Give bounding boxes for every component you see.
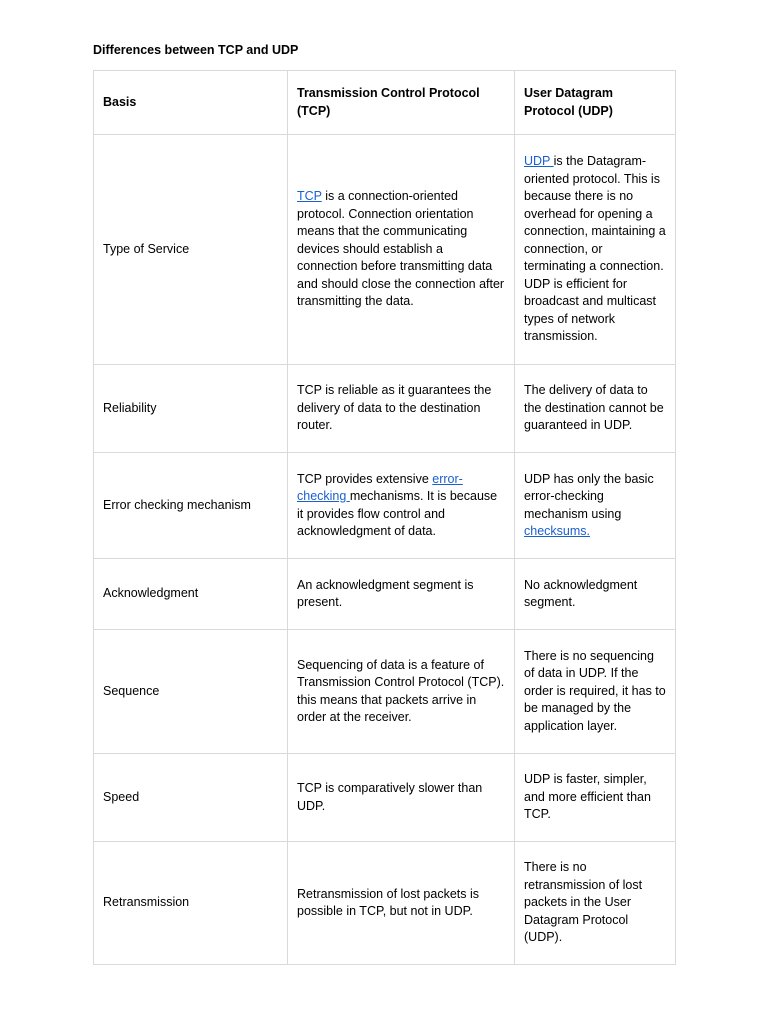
udp-cell: No acknowledgment segment. (515, 559, 676, 630)
table-header-row (94, 71, 676, 135)
udp-cell: There is no sequencing of data in UDP. If the order is required, it has to be managed by the application layer. (515, 630, 676, 754)
tcp-cell: Retransmission of lost packets is possible in TCP, but not in UDP. (288, 842, 515, 965)
row-basis: Speed (94, 754, 288, 842)
udp-cell (515, 135, 676, 365)
tcp-cell: Sequencing of data is a feature of Transmission Control Protocol (TCP). this means that packets arrive in order at the receiver. (288, 630, 515, 754)
cell-text: mechanisms. It is because it provides flow control and acknowledgment of data. (297, 489, 498, 538)
table-row (94, 630, 676, 754)
table-row (94, 559, 676, 630)
cell-text: TCP provides extensive (297, 471, 433, 486)
udp-cell: There is no retransmission of lost packets in the User Datagram Protocol (UDP). (515, 842, 676, 965)
tcp-cell: TCP is reliable as it guarantees the delivery of data to the destination router. (288, 365, 515, 453)
header-tcp: Transmission Control Protocol (TCP) (288, 71, 515, 135)
row-basis: Sequence (94, 630, 288, 754)
tcp-cell: An acknowledgment segment is present. (288, 559, 515, 630)
header-basis: Basis (94, 71, 288, 135)
cell-text: UDP has only the basic error-checking mechanism using (524, 471, 654, 521)
comparison-table (93, 70, 676, 965)
cell-text: is a connection-oriented protocol. Connection orientation means that the communicating devices should establish a connection before transmitting data and should close the connection after transmitting the data. (297, 189, 505, 309)
row-basis: Acknowledgment (94, 559, 288, 630)
tcp-link[interactable]: TCP (297, 189, 322, 204)
row-basis: Error checking mechanism (94, 453, 288, 559)
cell-text: is the Datagram-oriented protocol. This is because there is no overhead for opening a connection, maintaining a connection, or terminating a connection. UDP is efficient for broadcast and multicast types of network transmission. (524, 154, 666, 344)
error-checking-link[interactable]: error-checking (297, 471, 463, 503)
row-basis: Retransmission (94, 842, 288, 965)
tcp-cell (288, 135, 515, 365)
header-udp: User Datagram Protocol (UDP) (515, 71, 676, 135)
table-row (94, 453, 676, 559)
table-row (94, 754, 676, 842)
table-row (94, 365, 676, 453)
table-row (94, 135, 676, 365)
udp-cell: UDP is faster, simpler, and more efficient than TCP. (515, 754, 676, 842)
page-title: Differences between TCP and UDP (93, 43, 299, 57)
row-basis: Reliability (94, 365, 288, 453)
checksums-link[interactable]: checksums. (524, 524, 590, 538)
tcp-cell: TCP is comparatively slower than UDP. (288, 754, 515, 842)
udp-link[interactable]: UDP (524, 154, 554, 169)
table-row (94, 842, 676, 965)
row-basis: Type of Service (94, 135, 288, 365)
udp-cell: The delivery of data to the destination cannot be guaranteed in UDP. (515, 365, 676, 453)
udp-cell (515, 453, 676, 559)
tcp-cell (288, 453, 515, 559)
